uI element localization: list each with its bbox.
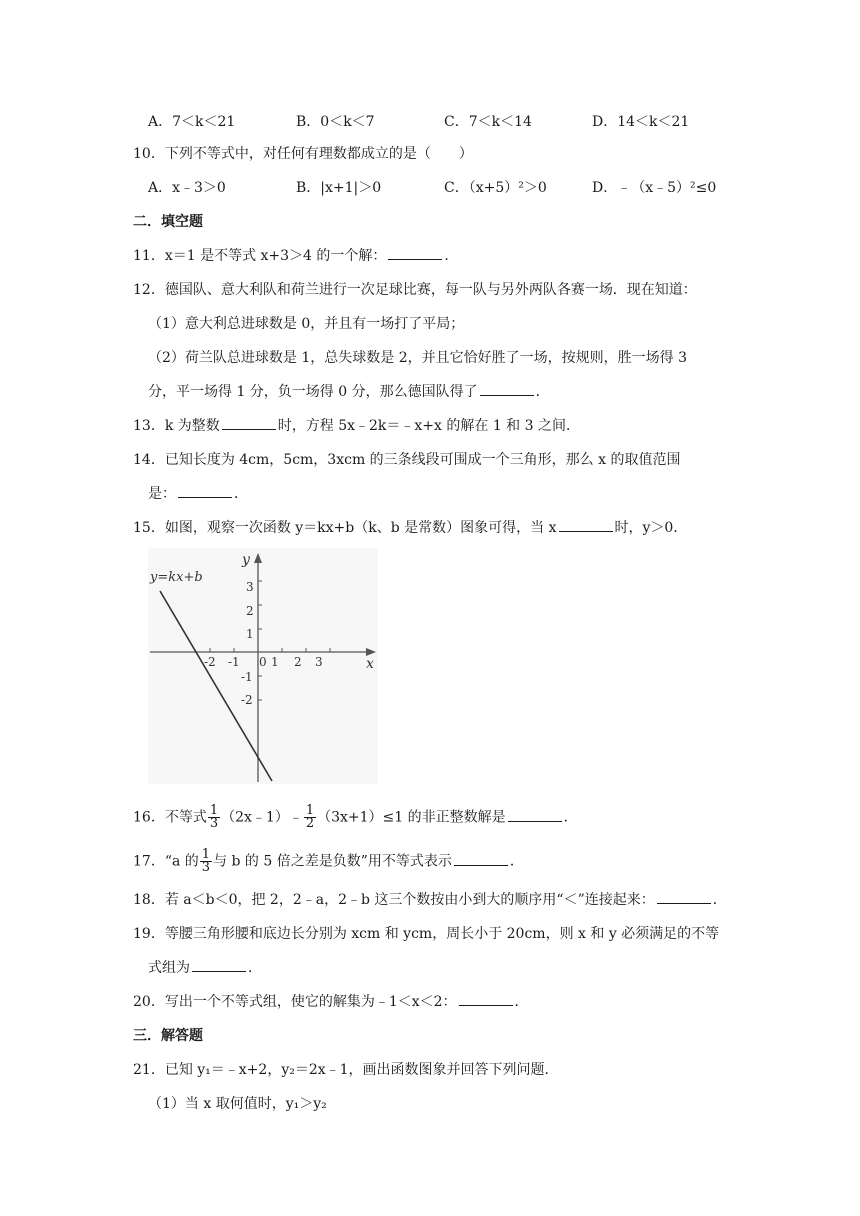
q16: 16．不等式 $\frac{1}{3}$ （2x﹣1）﹣ $\frac{1}{2}$ （3x+1）≤1 的非正整数解是 ． — [133, 803, 578, 831]
q21-line2: （1）当 x 取何值时，y₁＞y₂ — [148, 1096, 327, 1112]
answer-blank[interactable] — [192, 957, 246, 972]
fraction: $\frac{1}{2}$ — [305, 803, 315, 831]
answer-blank[interactable] — [388, 245, 442, 260]
q12-line1: 12．德国队、意大利队和荷兰进行一次足球比赛，每一队与另外两队各赛一场．现在知道： — [133, 282, 697, 298]
answer-blank[interactable] — [657, 889, 711, 904]
q10-option-c: C．（x+5）²＞0 — [444, 180, 547, 196]
q14-line1: 14．已知长度为 4cm，5cm，3xcm 的三条线段可围成一个三角形，那么 x 的取值范围 — [133, 452, 681, 468]
q9-option-b: B．0＜k＜7 — [296, 114, 375, 130]
q10-stem: 10．下列不等式中，对任何有理数都成立的是（ ） — [133, 146, 473, 162]
fraction: $\frac{1}{3}$ — [201, 847, 211, 875]
q9-option-a: A．7＜k＜21 — [148, 114, 236, 130]
q9-option-d: D．14＜k＜21 — [592, 114, 690, 130]
answer-blank[interactable] — [559, 517, 613, 532]
section-fill-in-heading: 二．填空题 — [133, 214, 203, 230]
y-tick-label: -1 — [241, 670, 253, 684]
function-line-label: y=kx+b — [150, 570, 203, 585]
q9-option-c: C．7＜k＜14 — [444, 114, 532, 130]
q11: 11．x＝1 是不等式 x+3＞4 的一个解： ． — [133, 245, 458, 267]
x-tick-label: 2 — [294, 655, 302, 669]
x-tick-label: -2 — [204, 655, 216, 669]
answer-blank[interactable] — [508, 807, 562, 822]
answer-blank[interactable] — [480, 381, 534, 396]
y-tick-label: 2 — [246, 604, 254, 618]
fraction: $\frac{1}{3}$ — [209, 803, 219, 831]
q10-option-a: A．x﹣3＞0 — [148, 180, 226, 196]
q20: 20．写出一个不等式组，使它的解集为﹣1＜x＜2： ． — [133, 991, 529, 1013]
q14-line2: 是： ． — [148, 483, 248, 505]
x-tick-label: 1 — [271, 655, 279, 669]
x-tick-label: 0 — [259, 655, 267, 669]
q12-line4: 分，平一场得 1 分，负一场得 0 分，那么德国队得了 ． — [148, 381, 550, 403]
q19-line1: 19．等腰三角形腰和底边长分别为 xcm 和 ycm，周长小于 20cm，则 x 和 y 必须满足的不等 — [133, 926, 720, 942]
q17: 17．“a 的 $\frac{1}{3}$ 与 b 的 5 倍之差是负数”用不等式表示 ． — [133, 847, 524, 875]
x-axis-label: x — [366, 656, 374, 672]
answer-blank[interactable] — [459, 991, 513, 1006]
y-tick-label: 1 — [246, 627, 254, 641]
x-tick-label: -1 — [228, 655, 240, 669]
q10-option-d: D．﹣（x﹣5）²≤0 — [592, 180, 717, 196]
y-tick-label: -2 — [241, 693, 253, 707]
answer-blank[interactable] — [178, 483, 232, 498]
q19-line2: 式组为 ． — [148, 957, 262, 979]
answer-blank[interactable] — [222, 415, 276, 430]
answer-blank[interactable] — [454, 851, 508, 866]
q10-option-b: B．|x+1|＞0 — [296, 180, 382, 196]
y-axis-label: y — [242, 552, 250, 568]
section-answer-heading: 三．解答题 — [133, 1028, 203, 1044]
x-tick-label: 3 — [315, 655, 323, 669]
q12-line2: （1）意大利总进球数是 0，并且有一场打了平局； — [148, 316, 465, 332]
q15: 15．如图，观察一次函数 y＝kx+b（k、b 是常数）图象可得，当 x 时，y＞0． — [133, 517, 687, 539]
q18: 18．若 a＜b＜0，把 2，2﹣a，2﹣b 这三个数按由小到大的顺序用“＜”连接起来： ． — [133, 889, 727, 911]
q21-line1: 21．已知 y₁＝﹣x+2，y₂＝2x﹣1，画出函数图象并回答下列问题． — [133, 1062, 559, 1078]
linear-function-graph — [148, 548, 378, 784]
q13: 13．k 为整数 时，方程 5x﹣2k＝﹣x+x 的解在 1 和 3 之间． — [133, 415, 580, 437]
y-tick-label: 3 — [246, 580, 254, 594]
q12-line3: （2）荷兰队总进球数是 1，总失球数是 2，并且它恰好胜了一场，按规则，胜一场得 3 — [148, 350, 687, 366]
